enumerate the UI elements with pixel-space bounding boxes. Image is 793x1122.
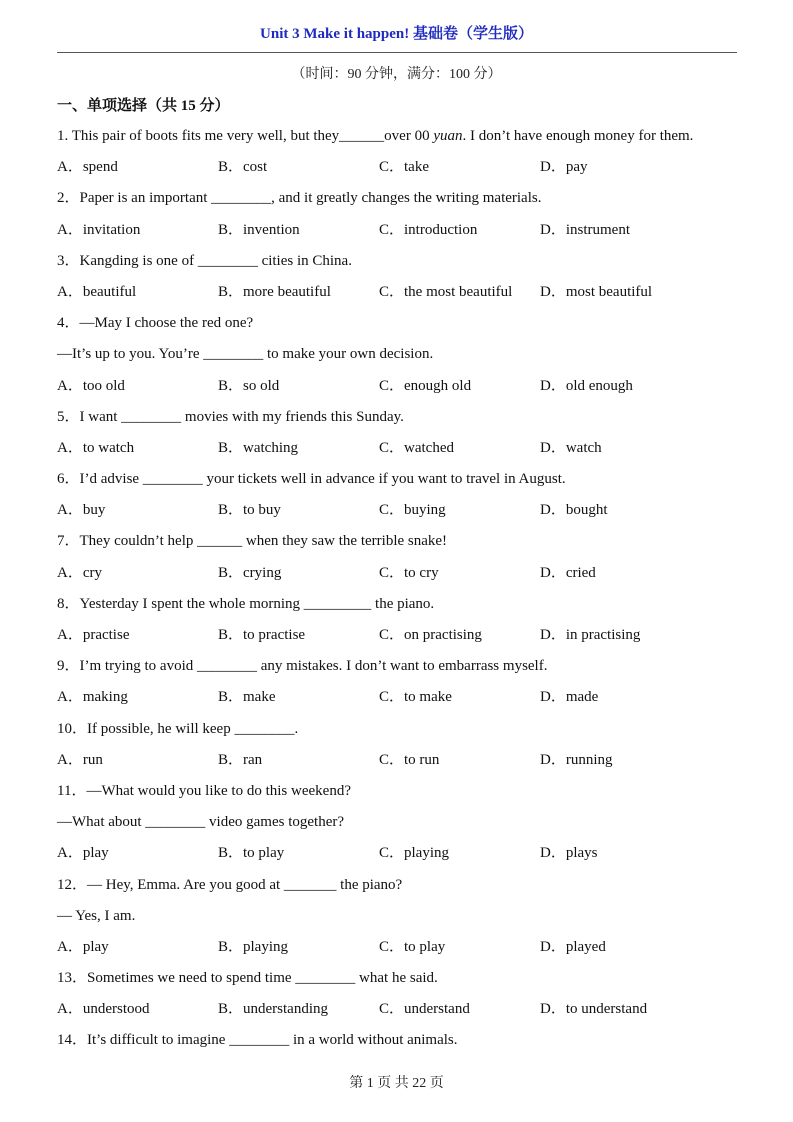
option-b: B．cost [218, 159, 268, 176]
option-row [57, 436, 747, 467]
option-b: B．to buy [218, 502, 281, 519]
page-footer: 第 1 页 共 22 页 [349, 1076, 444, 1091]
option-a: A．beautiful [57, 283, 137, 300]
option-b: B．playing [218, 938, 288, 955]
option-b: B．to practise [218, 627, 306, 643]
section-heading: 一、单项选择（共 15 分） [57, 98, 230, 114]
question-stem: 6．I’d advise ________ your tickets well in advance if you want to travel in August. [57, 471, 566, 488]
option-c: C．introduction [379, 221, 478, 238]
option-d: D．most beautiful [540, 283, 653, 300]
option-d: D．old enough [540, 377, 633, 394]
option-d: D．bought [540, 502, 608, 519]
option-b: B．make [218, 689, 276, 706]
option-row [57, 748, 747, 779]
option-c: C．to make [379, 689, 452, 706]
option-b: B．watching [218, 439, 298, 456]
question-dialogue-line: —What about ________ video games together? [57, 814, 345, 831]
option-c: C．playing [379, 845, 449, 862]
question-stem: 7．They couldn’t help ______ when they saw the terrible snake! [57, 533, 448, 550]
question-stem: 9．I’m trying to avoid ________ any mistakes. I don’t want to embarrass myself. [57, 658, 548, 675]
option-c: C．to cry [379, 564, 439, 581]
option-a: A．run [57, 751, 103, 768]
option-a: A．play [57, 938, 109, 955]
question-stem: 10．If possible, he will keep ________. [57, 720, 299, 737]
question-stem: 14．It’s difficult to imagine ________ in a world without animals. [57, 1032, 458, 1049]
option-c: C．the most beautiful [379, 283, 513, 300]
option-c: C．on practising [379, 627, 482, 643]
option-a: A．play [57, 845, 109, 862]
option-row [57, 280, 747, 311]
option-row [57, 685, 747, 716]
option-c: C．watched [379, 439, 454, 456]
page-title: Unit 3 Make it happen! 基础卷（学生版） [260, 26, 533, 42]
question-dialogue-line: — Yes, I am. [57, 907, 136, 924]
question-stem: 1. This pair of boots fits me very well, but they______over 00 yuan. I don’t have enough money for them. [57, 128, 694, 144]
option-a: A．understood [57, 1001, 150, 1018]
option-b: B．more beautiful [218, 283, 331, 300]
option-row [57, 218, 747, 249]
question-stem: 3．Kangding is one of ________ cities in China. [57, 252, 352, 269]
option-row [57, 155, 747, 186]
option-d: D．plays [540, 845, 598, 862]
option-row [57, 935, 747, 966]
exam-info: （时间：90 分钟，满分：100 分） [291, 67, 502, 82]
option-d: D．cried [540, 564, 596, 581]
question-stem: 4．—May I choose the red one? [57, 315, 254, 332]
option-c: C．take [379, 159, 429, 176]
option-d: D．played [540, 938, 606, 955]
option-row [57, 498, 747, 529]
option-d: D．running [540, 751, 613, 768]
option-d: D．instrument [540, 221, 630, 238]
option-a: A．invitation [57, 221, 141, 238]
option-a: A．spend [57, 159, 118, 176]
question-list [57, 124, 747, 1060]
question-stem: 2．Paper is an important ________, and it greatly changes the writing materials. [57, 190, 542, 207]
question-dialogue-line: —It’s up to you. You’re ________ to make your own decision. [57, 346, 434, 363]
option-c: C．to run [379, 751, 440, 768]
question-stem: 11．—What would you like to do this weekend? [57, 782, 351, 799]
option-c: C．buying [379, 502, 446, 519]
question-stem: 12．— Hey, Emma. Are you good at _______ the piano? [57, 876, 403, 893]
option-row [57, 997, 747, 1028]
option-b: B．so old [218, 377, 280, 394]
option-d: D．watch [540, 439, 602, 456]
option-b: B．crying [218, 564, 282, 581]
option-b: B．to play [218, 845, 285, 862]
header-divider [57, 52, 737, 53]
option-row [57, 561, 747, 592]
option-b: B．invention [218, 221, 300, 238]
option-a: A．too old [57, 377, 125, 394]
option-a: A．making [57, 689, 128, 706]
option-d: D．made [540, 689, 599, 706]
option-c: C．understand [379, 1001, 470, 1018]
option-d: D．to understand [540, 1001, 648, 1018]
option-b: B．ran [218, 751, 263, 768]
option-b: B．understanding [218, 1001, 328, 1018]
option-row [57, 374, 747, 405]
option-row [57, 841, 747, 872]
option-row [57, 623, 747, 654]
option-a: A．practise [57, 627, 130, 643]
question-stem: 13．Sometimes we need to spend time ________ what he said. [57, 970, 438, 987]
option-c: C．enough old [379, 377, 472, 394]
option-d: D．pay [540, 159, 588, 176]
option-d: D．in practising [540, 627, 641, 643]
option-a: A．cry [57, 564, 102, 581]
option-a: A．buy [57, 502, 106, 519]
option-c: C．to play [379, 938, 446, 955]
question-stem: 8．Yesterday I spent the whole morning _________ the piano. [57, 595, 435, 612]
option-a: A．to watch [57, 439, 135, 456]
question-stem: 5．I want ________ movies with my friends this Sunday. [57, 408, 404, 425]
